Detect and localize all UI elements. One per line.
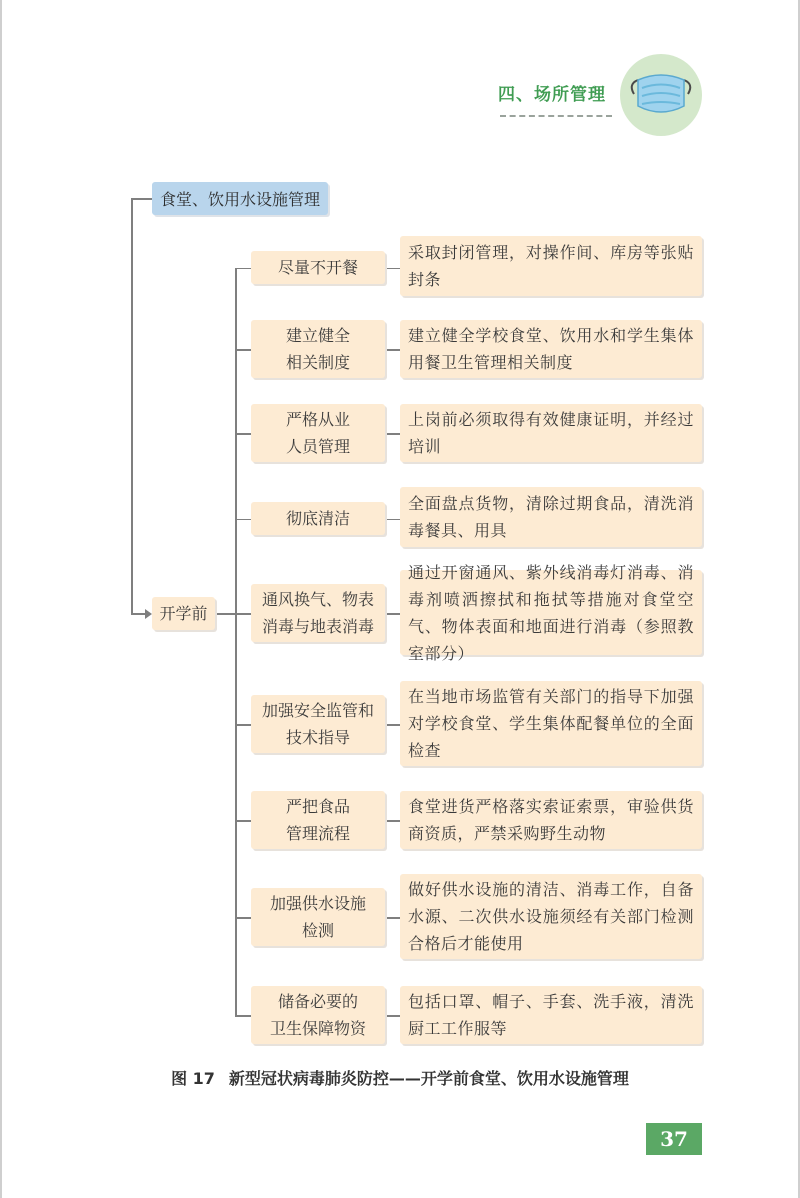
measure-description-text: 包括口罩、帽子、手套、洗手液，清洗厨工工作服等: [408, 992, 694, 1038]
connector-root-horizontal: [131, 198, 152, 200]
measure-description-text: 食堂进货严格落实索证索票，审验供货商资质，严禁采购野生动物: [408, 797, 694, 843]
section-title: 四、场所管理: [498, 85, 606, 105]
connector-item-to-desc: [385, 613, 400, 615]
section-title-underline: [500, 115, 612, 117]
connector-spine: [235, 268, 237, 1016]
root-node: 食堂、饮用水设施管理: [152, 182, 328, 215]
measure-description-text: 在当地市场监管有关部门的指导下加强对学校食堂、学生集体配餐单位的全面检查: [408, 687, 694, 760]
figure-caption-text: 新型冠状病毒肺炎防控——开学前食堂、饮用水设施管理: [228, 1069, 629, 1088]
measure-label: 储备必要的 卫生保障物资: [251, 986, 385, 1044]
measure-description: [400, 791, 702, 849]
figure-number: 图 17: [171, 1069, 215, 1088]
connector-spine-to-item: [235, 613, 251, 615]
measure-description: [400, 487, 702, 547]
measure-description-text: 采取封闭管理，对操作间、库房等张贴封条: [408, 243, 694, 289]
measure-description: [400, 236, 702, 296]
measure-label: 彻底清洁: [251, 502, 385, 535]
measure-description: [400, 562, 702, 663]
connector-item-to-desc: [385, 519, 400, 521]
connector-spine-to-item: [235, 724, 251, 726]
connector-spine-to-item: [235, 268, 251, 270]
measure-description: [400, 874, 702, 959]
measure-description-text: 通过开窗通风、紫外线消毒灯消毒、消毒剂喷洒擦拭和拖拭等措施对食堂空气、物体表面和地面进行消毒（参照教室部分）: [408, 562, 694, 663]
connector-item-to-desc: [385, 349, 400, 351]
connector-item-to-desc: [385, 917, 400, 919]
measure-label: 加强供水设施 检测: [251, 888, 385, 946]
measure-label: 建立健全 相关制度: [251, 320, 385, 378]
figure-caption: [0, 1066, 800, 1089]
connector-branch-to-spine: [215, 613, 235, 615]
page-number-badge: 37: [646, 1123, 702, 1155]
connector-item-to-desc: [385, 820, 400, 822]
measure-description: [400, 986, 702, 1044]
measure-label: 加强安全监管和 技术指导: [251, 695, 385, 753]
connector-spine-to-item: [235, 1015, 251, 1017]
connector-item-to-desc: [385, 1015, 400, 1017]
connector-spine-to-item: [235, 917, 251, 919]
measure-description-text: 做好供水设施的清洁、消毒工作，自备水源、二次供水设施须经有关部门检测合格后才能使用: [408, 880, 694, 953]
measure-label: 严格从业 人员管理: [251, 404, 385, 462]
measure-description-text: 建立健全学校食堂、饮用水和学生集体用餐卫生管理相关制度: [408, 326, 694, 372]
page-edge-left: [0, 0, 2, 1198]
connector-spine-to-item: [235, 433, 251, 435]
measure-description: [400, 404, 702, 462]
measure-description: [400, 681, 702, 766]
face-mask-icon: [620, 54, 702, 136]
connector-item-to-desc: [385, 433, 400, 435]
connector-item-to-desc: [385, 268, 400, 270]
measure-description-text: 上岗前必须取得有效健康证明，并经过培训: [408, 410, 694, 456]
connector-spine-to-item: [235, 519, 251, 521]
arrow-right-icon: [145, 609, 152, 619]
measure-description: [400, 320, 702, 378]
connector-spine-to-item: [235, 820, 251, 822]
measure-label: 严把食品 管理流程: [251, 791, 385, 849]
connector-item-to-desc: [385, 724, 400, 726]
connector-spine-to-item: [235, 349, 251, 351]
measure-label: 尽量不开餐: [251, 251, 385, 284]
branch-node: 开学前: [152, 597, 215, 630]
measure-label: 通风换气、物表 消毒与地表消毒: [251, 584, 385, 642]
connector-root-vertical: [131, 198, 133, 614]
measure-description-text: 全面盘点货物，清除过期食品，清洗消毒餐具、用具: [408, 494, 694, 540]
